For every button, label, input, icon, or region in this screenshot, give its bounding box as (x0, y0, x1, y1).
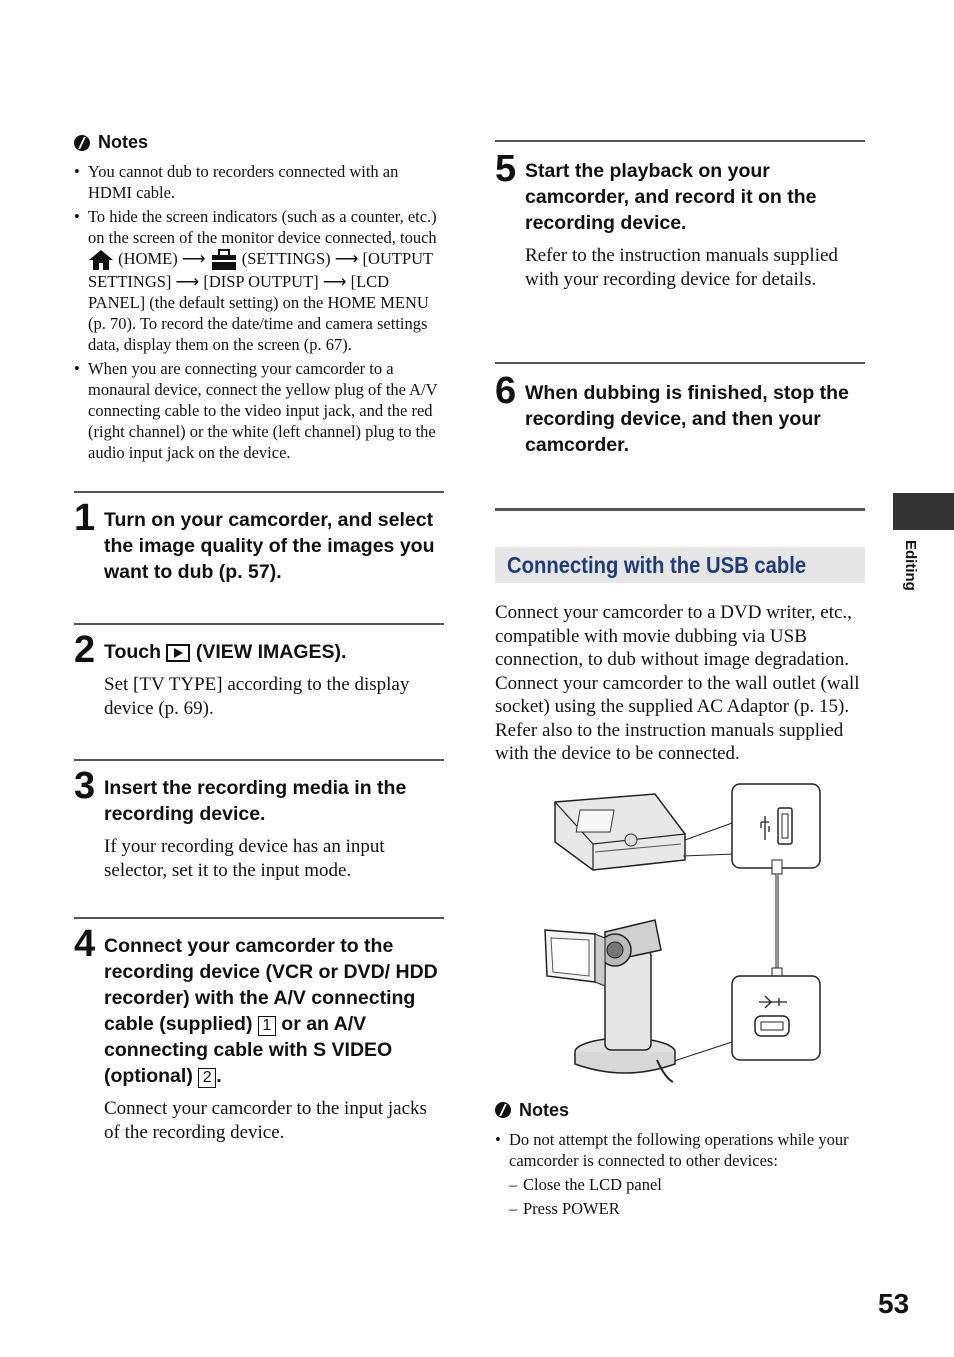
step-heading: Turn on your camcorder, and select the image quality of the images you want to dub (p. 57). (104, 509, 435, 584)
step-number: 1 (74, 497, 96, 540)
step-number: 6 (495, 370, 517, 412)
step-5 (495, 142, 865, 346)
dash-item: – Press POWER (509, 1198, 865, 1219)
notes-icon (74, 135, 90, 151)
arrow-right-icon: ⟶ (175, 272, 200, 292)
note-item: • Do not attempt the following operations while your camcorder is connected to other devices: (495, 1129, 865, 1171)
usb-connection-illustration (495, 782, 865, 1092)
toolbox-icon (210, 249, 238, 271)
right-column (495, 140, 865, 1222)
paragraph: Connect your camcorder to the wall outlet (wall socket) using the supplied AC Adaptor (p. 15). Refer also to the instruction manuals supplied with the device to be connected. (495, 672, 860, 764)
note-item: • You cannot dub to recorders connected with an HDMI cable. (74, 161, 444, 203)
usb-port-callout (732, 784, 820, 868)
notes-icon (495, 1102, 511, 1118)
left-column (74, 132, 444, 1145)
step-body: Refer to the instruction manuals supplied with your recording device for details. (525, 245, 838, 290)
dash-item: – Close the LCD panel (509, 1174, 865, 1195)
view-images-icon (166, 644, 190, 662)
step-heading: Touch (VIEW IMAGES). (104, 641, 347, 664)
arrow-right-icon: ⟶ (334, 249, 359, 268)
step-1 (74, 493, 444, 617)
arrow-right-icon: ⟶ (322, 272, 347, 292)
step-number: 3 (74, 765, 96, 808)
step-4 (74, 919, 444, 1145)
note-item: • When you are connecting your camcorder to a monaural device, connect the yellow plug of the A/V connecting cable to the video input jack, and the red (right channel) or the white (left channel) plug to the audio input jack on the device. (74, 358, 444, 463)
note-item: • To hide the screen indicators (such as a counter, etc.) on the screen of the monitor device connected, touch (HOME) ⟶ (SETTINGS) ⟶ [OUTPUT SETTINGS] ⟶ [DISP OUTPUT] ⟶ [LCD PANEL] (the default setting) on the HOME MENU (p. 70). To record the date/time and camera settings data, display them on the screen (p. 67). (74, 206, 444, 355)
callout-number: 1 (258, 1016, 276, 1036)
step-body: Connect your camcorder to the input jacks of the recording device. (104, 1098, 427, 1144)
step-2 (74, 625, 444, 753)
step-3 (74, 761, 444, 911)
step-number: 4 (74, 923, 96, 966)
side-tab-marker (893, 493, 954, 530)
step-heading: When dubbing is finished, stop the recording device, and then your camcorder. (525, 382, 849, 456)
step-6 (495, 364, 865, 494)
notes-list (74, 161, 444, 463)
step-body: If your recording device has an input selector, set it to the input mode. (104, 836, 385, 882)
step-heading: Connect your camcorder to the recording device (VCR or DVD/ HDD recorder) with the A/V connecting cable (supplied) 1 or an A/V connecting cable with S VIDEO (optional) 2 . (104, 935, 438, 1088)
section-header (495, 547, 865, 583)
dash-list (495, 1174, 865, 1219)
callout-number: 2 (198, 1068, 216, 1088)
home-icon (88, 249, 114, 271)
step-number: 2 (74, 629, 96, 672)
notes-list (495, 1129, 865, 1171)
step-heading: Insert the recording media in the recording device. (104, 777, 407, 826)
divider (495, 508, 865, 511)
step-body: Set [TV TYPE] according to the display device (p. 69). (104, 674, 410, 720)
arrow-right-icon: ⟶ (181, 249, 206, 268)
notes-heading: Notes (74, 132, 444, 153)
dvd-writer-image (555, 794, 685, 870)
step-number: 5 (495, 148, 517, 190)
step-heading: Start the playback on your camcorder, and record it on the recording device. (525, 160, 817, 234)
camcorder-image (545, 920, 675, 1082)
side-label: Editing (902, 540, 919, 591)
paragraph: Connect your camcorder to a DVD writer, etc., compatible with movie dubbing via USB connection, to dub without image degradation. (495, 602, 852, 670)
usb-plug (772, 860, 782, 874)
page-number: 53 (878, 1288, 910, 1319)
notes-heading: Notes (495, 1100, 865, 1121)
section-title: Connecting with the USB cable (507, 551, 807, 578)
